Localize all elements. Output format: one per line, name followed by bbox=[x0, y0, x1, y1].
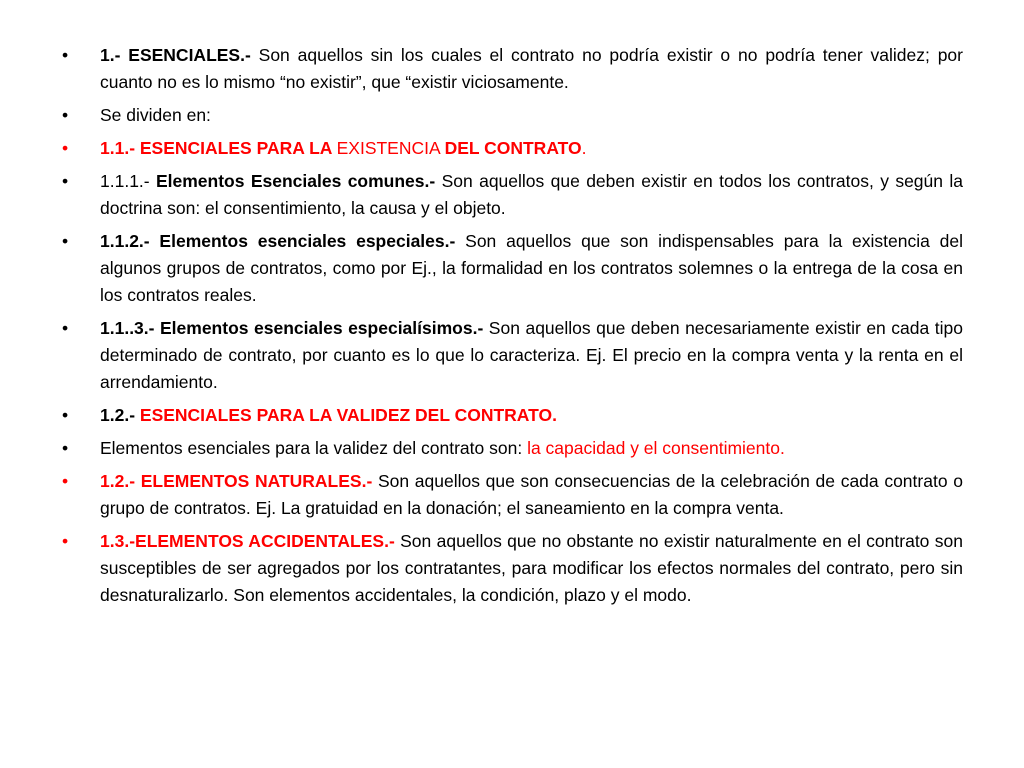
text-segment: Son aquellos que son consecuencias de la celebración de cada contrato o grupo de contratos. Ej. La gratuidad en la donación; el saneamiento en la compra venta. bbox=[100, 471, 963, 518]
bold-text-segment: 1.2.- ELEMENTOS NATURALES.- bbox=[100, 471, 373, 491]
bullet-dot-icon: • bbox=[62, 405, 69, 425]
text-segment: Son aquellos que deben existir en todos los contratos, y según la doctrina son: el consentimiento, la causa y el objeto. bbox=[100, 171, 963, 218]
bold-text-segment: 1.1..3.- Elementos esenciales especialísimos.- bbox=[100, 318, 484, 338]
bullet-list bbox=[62, 42, 963, 615]
bullet-dot-icon: • bbox=[62, 318, 69, 338]
text-segment: EXISTENCIA bbox=[336, 138, 445, 158]
bullet-text bbox=[100, 105, 211, 125]
bold-text-segment: 1.2.- bbox=[100, 405, 140, 425]
text-segment: . bbox=[581, 138, 587, 158]
bullet-item bbox=[62, 135, 963, 162]
bold-text-segment: 1.1.2.- Elementos esenciales especiales.- bbox=[100, 231, 456, 251]
bullet-item bbox=[62, 102, 963, 129]
bullet-item bbox=[62, 435, 963, 462]
bullet-item bbox=[62, 168, 963, 222]
text-segment: Son aquellos que deben necesariamente existir en cada tipo determinado de contrato, por cuanto es lo que lo caracteriza. Ej. El precio en la compra venta y la renta en el arrendamiento. bbox=[100, 318, 963, 392]
bold-text-segment: Elementos Esenciales comunes.- bbox=[155, 171, 436, 191]
bold-text-segment: 1.3.-ELEMENTOS ACCIDENTALES.- bbox=[100, 531, 395, 551]
bullet-dot-icon: • bbox=[62, 138, 69, 158]
text-segment: 1.1.1.- bbox=[100, 171, 156, 191]
bullet-item bbox=[62, 42, 963, 96]
bullet-text bbox=[100, 45, 963, 92]
text-segment: Se dividen en: bbox=[100, 105, 211, 125]
bullet-dot-icon: • bbox=[62, 45, 69, 65]
bullet-text bbox=[100, 318, 963, 392]
bullet-text bbox=[100, 171, 963, 218]
bullet-item bbox=[62, 315, 963, 396]
text-segment: Son aquellos sin los cuales el contrato no podría existir o no podría tener validez; por cuanto no es lo mismo “no existir”, que “existir viciosamente. bbox=[100, 45, 963, 92]
bullet-text bbox=[100, 531, 963, 605]
bullet-item bbox=[62, 402, 963, 429]
bold-text-segment: 1.1.- ESENCIALES PARA LA bbox=[100, 138, 337, 158]
bullet-text bbox=[100, 405, 557, 425]
text-segment: Son aquellos que son indispensables para la existencia del algunos grupos de contratos, como por Ej., la formalidad en los contratos solemnes o la entrega de la cosa en los contratos reales. bbox=[100, 231, 963, 305]
bullet-dot-icon: • bbox=[62, 531, 69, 551]
bullet-text bbox=[100, 231, 963, 305]
bullet-text bbox=[100, 138, 587, 158]
bullet-text bbox=[100, 438, 785, 458]
bullet-item bbox=[62, 528, 963, 609]
bullet-dot-icon: • bbox=[62, 471, 69, 491]
text-segment: Elementos esenciales para la validez del contrato son: bbox=[100, 438, 528, 458]
text-segment: Son aquellos que no obstante no existir naturalmente en el contrato son susceptibles de ser agregados por los contratantes, para modificar los efectos normales del contrato, pero sin desnaturalizarlo. Son elementos accidentales, la condición, plazo y el modo. bbox=[100, 531, 963, 605]
bold-text-segment: ESENCIALES PARA LA VALIDEZ DEL CONTRATO. bbox=[139, 405, 557, 425]
bullet-dot-icon: • bbox=[62, 231, 69, 251]
bullet-dot-icon: • bbox=[62, 438, 69, 458]
bold-text-segment: 1.- ESENCIALES.- bbox=[100, 45, 251, 65]
bullet-dot-icon: • bbox=[62, 105, 69, 125]
bold-text-segment: DEL CONTRATO bbox=[444, 138, 582, 158]
text-segment: la capacidad y el consentimiento. bbox=[527, 438, 785, 458]
bullet-item bbox=[62, 228, 963, 309]
bullet-item bbox=[62, 468, 963, 522]
bullet-text bbox=[100, 471, 963, 518]
bullet-dot-icon: • bbox=[62, 171, 69, 191]
